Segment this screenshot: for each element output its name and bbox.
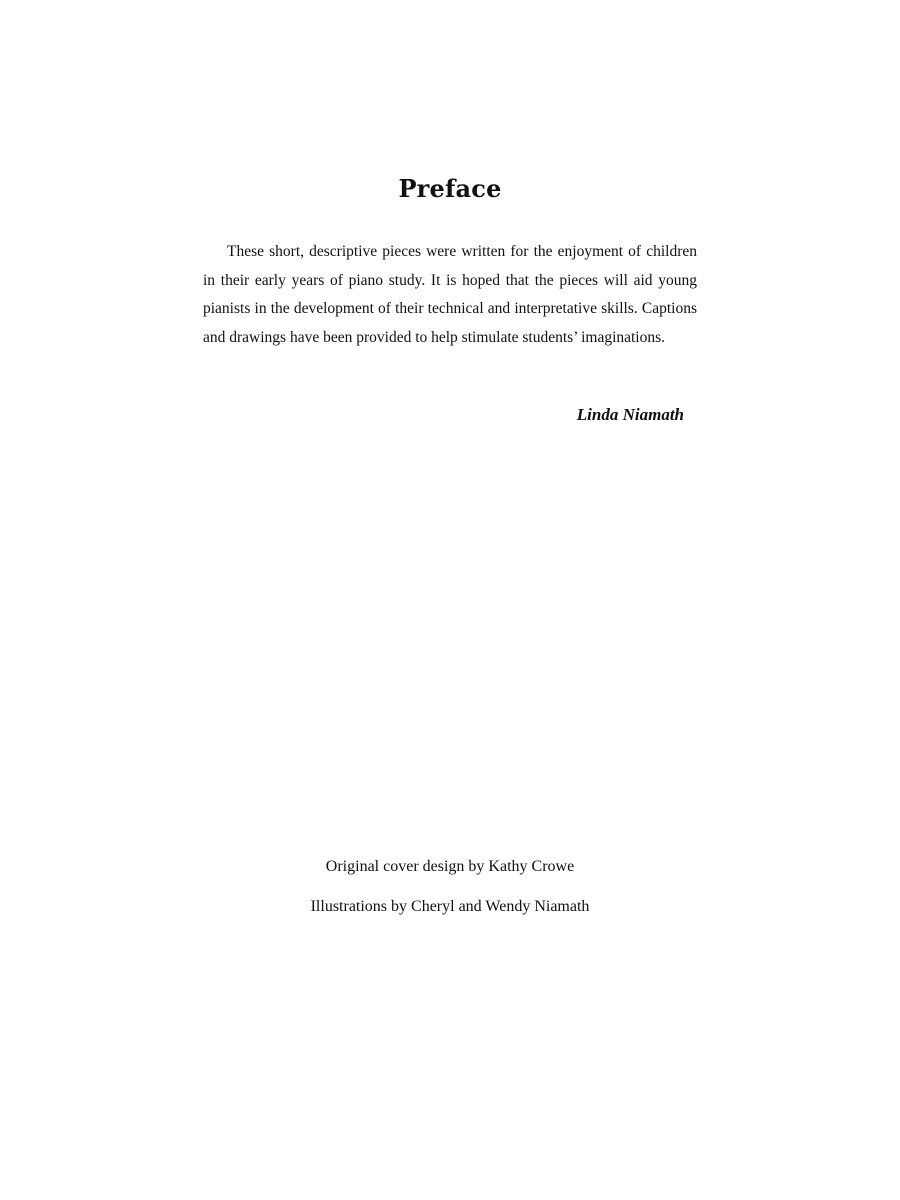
cover-design-credit: Original cover design by Kathy Crowe: [325, 858, 575, 875]
page-title: Preface: [398, 174, 502, 203]
illustrations-credit: Illustrations by Cheryl and Wendy Niamath: [310, 898, 590, 915]
preface-paragraph: These short, descriptive pieces were written for the enjoyment of children in their early years of piano study. It is hoped that the pieces will aid young pianists in the development of their technical and interpretative skills. Captions and drawings have been provided to help stimulate students’ imaginations.: [203, 243, 697, 346]
author-signature: Linda Niamath: [576, 405, 684, 424]
